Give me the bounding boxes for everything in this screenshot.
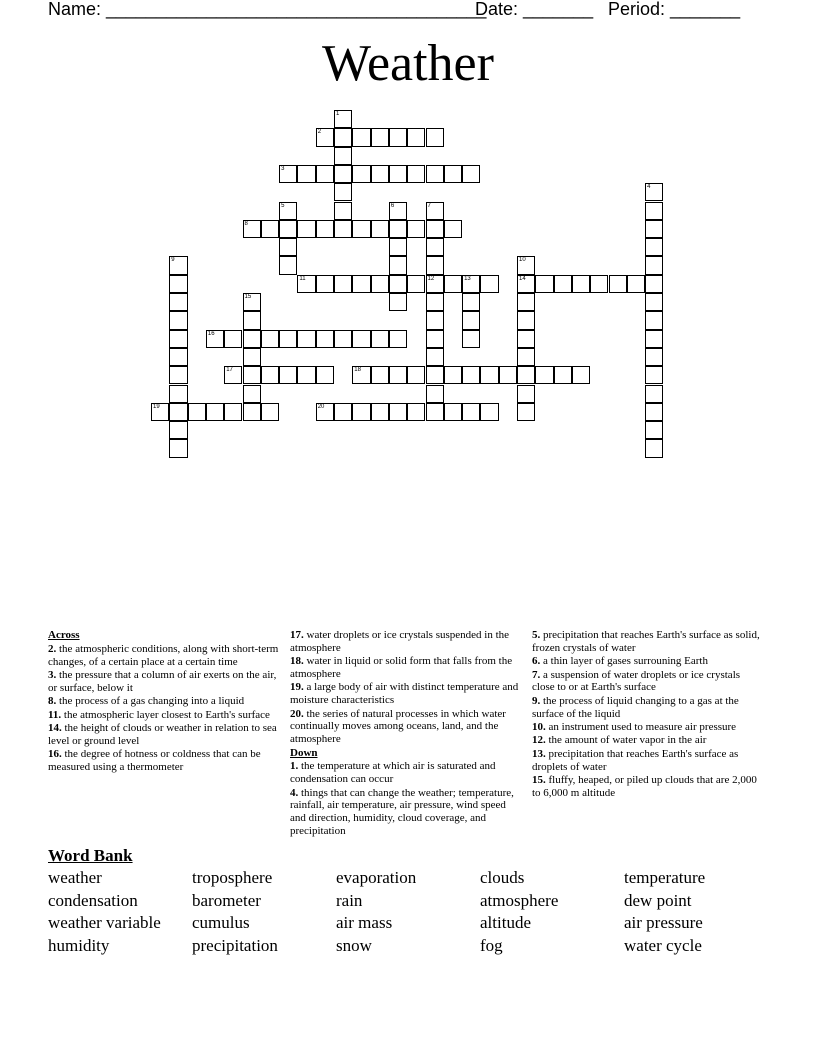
- crossword-cell: [645, 348, 663, 366]
- clue-number: 5: [281, 202, 285, 209]
- word-bank-word: precipitation: [192, 936, 278, 956]
- crossword-cell: [352, 128, 370, 146]
- clue-number: 11: [299, 275, 306, 282]
- across-heading: Across: [48, 629, 80, 641]
- crossword-cell: [389, 220, 407, 238]
- crossword-cell: [279, 330, 297, 348]
- clue-number: 18: [354, 367, 361, 374]
- crossword-cell: [590, 275, 608, 293]
- crossword-cell: [407, 165, 425, 183]
- clue-text: things that can change the weather; temperature, rainfall, air temperature, air pressure, wind speed and direction, humidity, cloud coverage, and precipitation: [290, 786, 514, 837]
- crossword-cell: [426, 311, 444, 329]
- crossword-cell: [224, 330, 242, 348]
- crossword-cell: [444, 165, 462, 183]
- crossword-cell: [645, 385, 663, 403]
- crossword-cell: [426, 385, 444, 403]
- crossword-cell: [279, 165, 297, 183]
- crossword-cell: [352, 220, 370, 238]
- clues-column-3: [532, 629, 764, 800]
- clue-number: 1: [336, 111, 340, 117]
- word-bank-word: cumulus: [192, 913, 250, 933]
- crossword-cell: [462, 165, 480, 183]
- crossword-cell: [517, 256, 535, 274]
- clue-number: 11.: [48, 708, 62, 721]
- clue-text: the temperature at which air is saturated and condensation can occur: [290, 760, 496, 786]
- clue-number: 19.: [290, 681, 304, 694]
- crossword-cell: [371, 330, 389, 348]
- clue-text: a thin layer of gases surrouning Earth: [543, 655, 708, 668]
- crossword-cell: [645, 439, 663, 457]
- word-bank-word: weather: [48, 868, 102, 887]
- crossword-cell: [261, 220, 279, 238]
- word-bank-word: temperature: [624, 868, 706, 887]
- crossword-cell: [169, 311, 187, 329]
- crossword-cell: [371, 403, 389, 421]
- crossword-cell: [371, 220, 389, 238]
- crossword-cell: [169, 385, 187, 403]
- crossword-cell: [517, 293, 535, 311]
- clue-number: 15.: [532, 773, 546, 786]
- crossword-cell: [535, 275, 553, 293]
- crossword-cell: [444, 366, 462, 384]
- word-bank-word: fog: [480, 936, 503, 956]
- crossword-cell: [316, 403, 334, 421]
- crossword-cell: [645, 220, 663, 238]
- crossword-cell: [554, 275, 572, 293]
- across-clue: [48, 748, 280, 774]
- down-clue: [532, 629, 764, 655]
- across-clue: [290, 708, 522, 746]
- down-heading: Down: [290, 746, 318, 759]
- crossword-cell: [169, 348, 187, 366]
- crossword-cell: [206, 330, 224, 348]
- crossword-cell: [371, 128, 389, 146]
- crossword-cell: [243, 385, 261, 403]
- clue-text: a suspension of water droplets or ice crystals close to or at Earth's surface: [532, 668, 741, 694]
- crossword-cell: [169, 275, 187, 293]
- clue-number: 6.: [532, 655, 541, 668]
- clue-number: 15: [244, 294, 252, 300]
- crossword-cell: [426, 366, 444, 384]
- clue-number: 5.: [532, 629, 541, 641]
- crossword-cell: [169, 366, 187, 384]
- page-title: Weather: [322, 35, 494, 92]
- crossword-cell: [169, 403, 187, 421]
- word-bank-word: evaporation: [336, 868, 417, 887]
- across-clue: [290, 629, 522, 655]
- crossword-cell: [297, 275, 315, 293]
- down-clue: [290, 760, 522, 786]
- crossword-cell: [389, 403, 407, 421]
- clue-text: the process of a gas changing into a liquid: [59, 695, 245, 708]
- crossword-cell: [169, 256, 187, 274]
- clue-number: 7: [427, 202, 431, 209]
- clue-number: 12: [427, 275, 435, 282]
- clue-number: 10: [519, 257, 526, 264]
- crossword-cell: [389, 366, 407, 384]
- crossword-cell: [371, 275, 389, 293]
- clues-column-2: [290, 629, 522, 838]
- crossword-cell: [572, 366, 590, 384]
- word-bank-word: clouds: [480, 868, 525, 887]
- word-bank-word: air pressure: [624, 913, 703, 933]
- crossword-cell: [517, 366, 535, 384]
- clue-text: the degree of hotness or coldness that can be measured using a thermometer: [48, 748, 261, 773]
- crossword-cell: [243, 348, 261, 366]
- clue-text: an instrument used to measure air pressure: [548, 720, 737, 733]
- down-clue: [532, 669, 764, 695]
- crossword-cell: [645, 293, 663, 311]
- crossword-cell: [462, 311, 480, 329]
- crossword-cell: [407, 220, 425, 238]
- crossword-cell: [334, 403, 352, 421]
- crossword-cell: [426, 348, 444, 366]
- crossword-cell: [334, 165, 352, 183]
- period-field-label: Period: _______: [608, 0, 741, 19]
- crossword-cell: [261, 403, 279, 421]
- crossword-cell: [462, 330, 480, 348]
- clue-text: fluffy, heaped, or piled up clouds that are 2,000 to 6,000 m altitude: [532, 773, 757, 799]
- crossword-cell: [389, 128, 407, 146]
- clue-number: 13: [464, 275, 471, 282]
- clue-number: 10.: [532, 720, 546, 733]
- crossword-cell: [645, 330, 663, 348]
- crossword-cell: [297, 220, 315, 238]
- crossword-cell: [279, 238, 297, 256]
- crossword-cell: [462, 275, 480, 293]
- crossword-cell: [535, 366, 553, 384]
- crossword-cell: [279, 366, 297, 384]
- clue-number: 3.: [48, 668, 57, 681]
- down-clue: [532, 695, 764, 721]
- crossword-cell: [389, 165, 407, 183]
- crossword-cell: [316, 165, 334, 183]
- clue-number: 9: [171, 257, 175, 264]
- crossword-cell: [352, 275, 370, 293]
- crossword-cell: [316, 128, 334, 146]
- crossword-cell: [627, 275, 645, 293]
- crossword-cell: [609, 275, 627, 293]
- crossword-cell: [645, 403, 663, 421]
- crossword-cell: [407, 403, 425, 421]
- word-bank-title: Word Bank: [48, 846, 133, 865]
- crossword-cell: [517, 348, 535, 366]
- clue-number: 4: [647, 184, 651, 191]
- crossword-cell: [389, 330, 407, 348]
- clue-number: 6: [390, 202, 395, 209]
- crossword-cell: [426, 238, 444, 256]
- clue-number: 20: [317, 403, 325, 410]
- down-clue: [532, 774, 764, 800]
- clue-number: 2.: [48, 642, 57, 655]
- across-clue: [48, 669, 280, 695]
- across-clue: [290, 655, 522, 681]
- name-field-label: Name: ______________________________________: [48, 0, 487, 19]
- clue-text: a large body of air with distinct temperature and moisture characteristics: [290, 681, 519, 707]
- crossword-cell: [334, 330, 352, 348]
- down-clue: [532, 748, 764, 774]
- crossword-cell: [645, 366, 663, 384]
- clue-number: 20.: [290, 707, 304, 720]
- word-bank-word: atmosphere: [480, 890, 559, 910]
- crossword-cell: [645, 311, 663, 329]
- word-bank-word: altitude: [480, 913, 531, 933]
- crossword-cell: [645, 256, 663, 274]
- crossword-cell: [480, 403, 498, 421]
- crossword-cell: [645, 202, 663, 220]
- clue-text: the process of liquid changing to a gas at the surface of the liquid: [532, 694, 739, 720]
- clue-text: the amount of water vapor in the air: [548, 734, 707, 747]
- down-clue: [532, 734, 764, 747]
- crossword-cell: [499, 366, 517, 384]
- clue-number: 8: [244, 220, 248, 227]
- crossword-cell: [517, 330, 535, 348]
- crossword-cell: [407, 128, 425, 146]
- crossword-cell: [645, 275, 663, 293]
- crossword-cell: [297, 165, 315, 183]
- crossword-cell: [334, 202, 352, 220]
- crossword-cell: [297, 366, 315, 384]
- crossword-cell: [426, 220, 444, 238]
- clue-text: the atmospheric conditions, along with short-term changes, of a certain place at a certain time: [48, 642, 279, 668]
- down-clue: [532, 655, 764, 668]
- clue-number: 7.: [532, 668, 541, 681]
- crossword-cell: [444, 220, 462, 238]
- crossword-cell: [334, 110, 352, 128]
- crossword-cell: [407, 366, 425, 384]
- crossword-cell: [334, 220, 352, 238]
- clue-number: 3: [281, 165, 285, 172]
- crossword-cell: [462, 366, 480, 384]
- crossword-cell: [480, 275, 498, 293]
- crossword-cell: [279, 256, 297, 274]
- crossword-cell: [334, 183, 352, 201]
- crossword-cell: [188, 403, 206, 421]
- crossword-cell: [645, 183, 663, 201]
- crossword-cell: [426, 293, 444, 311]
- clue-number: 19: [153, 403, 160, 410]
- crossword-cell: [426, 202, 444, 220]
- clue-text: the atmospheric layer closest to Earth's surface: [63, 708, 270, 721]
- clue-number: 1.: [290, 760, 299, 773]
- crossword-cell: [371, 165, 389, 183]
- crossword-cell: [426, 256, 444, 274]
- crossword-cell: [389, 275, 407, 293]
- crossword-cell: [352, 330, 370, 348]
- crossword-cell: [426, 128, 444, 146]
- word-bank-word: water cycle: [624, 936, 702, 956]
- across-clue: [48, 709, 280, 722]
- clue-number: 14.: [48, 721, 62, 734]
- crossword-cell: [316, 220, 334, 238]
- crossword-cell: [334, 147, 352, 165]
- word-bank-word: air mass: [336, 913, 393, 933]
- across-clue: [48, 695, 280, 708]
- crossword-cell: [243, 293, 261, 311]
- clues-column-1: [48, 629, 280, 774]
- down-clue: [290, 787, 522, 838]
- clue-number: 4.: [290, 786, 299, 799]
- crossword-cell: [297, 330, 315, 348]
- crossword-cell: [389, 238, 407, 256]
- across-clue: [290, 681, 522, 707]
- word-bank-word: rain: [336, 890, 363, 910]
- crossword-cell: [352, 403, 370, 421]
- crossword-cell: [554, 366, 572, 384]
- across-clue: [48, 722, 280, 748]
- clue-text: precipitation that reaches Earth's surface as droplets of water: [532, 747, 739, 773]
- clue-number: 2: [317, 129, 322, 136]
- crossword-cell: [426, 403, 444, 421]
- crossword-cell: [243, 220, 261, 238]
- crossword-cell: [206, 403, 224, 421]
- crossword-cell: [426, 330, 444, 348]
- clue-number: 17: [226, 367, 233, 374]
- crossword-cell: [224, 403, 242, 421]
- crossword-cell: [169, 421, 187, 439]
- crossword-cell: [462, 403, 480, 421]
- crossword-cell: [462, 293, 480, 311]
- clue-number: 9.: [532, 694, 541, 707]
- crossword-cell: [261, 330, 279, 348]
- crossword-cell: [243, 366, 261, 384]
- clue-number: 13.: [532, 747, 546, 760]
- crossword-cell: [517, 385, 535, 403]
- crossword-cell: [517, 403, 535, 421]
- crossword-cell: [243, 330, 261, 348]
- crossword-cell: [334, 275, 352, 293]
- crossword-cell: [426, 165, 444, 183]
- crossword-cell: [517, 275, 535, 293]
- crossword-cell: [243, 403, 261, 421]
- crossword-grid: [0, 0, 816, 470]
- down-clue: [532, 721, 764, 734]
- crossword-cell: [389, 256, 407, 274]
- crossword-cell: [279, 220, 297, 238]
- crossword-cell: [169, 293, 187, 311]
- across-clue: [48, 643, 280, 669]
- crossword-cell: [389, 202, 407, 220]
- crossword-cell: [480, 366, 498, 384]
- clue-number: 8.: [48, 695, 57, 708]
- crossword-cell: [371, 366, 389, 384]
- crossword-cell: [316, 275, 334, 293]
- crossword-cell: [426, 275, 444, 293]
- word-bank-word: dew point: [624, 890, 692, 910]
- crossword-cell: [444, 275, 462, 293]
- clue-text: the height of clouds or weather in relation to sea level or ground level: [48, 721, 277, 747]
- crossword-cell: [444, 403, 462, 421]
- word-bank-word: snow: [336, 936, 372, 956]
- clue-number: 17.: [290, 629, 304, 641]
- clue-number: 16.: [48, 748, 62, 761]
- clue-number: 14: [519, 275, 526, 282]
- crossword-cell: [151, 403, 169, 421]
- crossword-cell: [334, 128, 352, 146]
- clue-text: the pressure that a column of air exerts on the air, or surface, below it: [48, 668, 277, 694]
- crossword-cell: [407, 275, 425, 293]
- crossword-cell: [261, 366, 279, 384]
- word-bank-word: troposphere: [192, 868, 273, 887]
- crossword-cell: [316, 366, 334, 384]
- clue-text: the series of natural processes in which water continually moves among oceans, land, and the atmosphere: [290, 707, 506, 746]
- crossword-cell: [243, 311, 261, 329]
- clue-number: 12.: [532, 734, 546, 747]
- word-bank-word: humidity: [48, 936, 110, 956]
- crossword-cell: [645, 238, 663, 256]
- crossword-cell: [352, 165, 370, 183]
- clue-number: 18.: [290, 655, 304, 668]
- word-bank-word: weather variable: [48, 913, 161, 933]
- crossword-cell: [645, 421, 663, 439]
- word-bank-word: condensation: [48, 890, 138, 910]
- clue-text: precipitation that reaches Earth's surface as solid, frozen crystals of water: [532, 629, 760, 654]
- crossword-cell: [352, 366, 370, 384]
- clue-text: water droplets or ice crystals suspended in the atmosphere: [290, 629, 510, 654]
- date-field-label: Date: _______: [475, 0, 594, 19]
- crossword-cell: [389, 293, 407, 311]
- crossword-cell: [572, 275, 590, 293]
- crossword-cell: [316, 330, 334, 348]
- crossword-cell: [517, 311, 535, 329]
- clue-number: 16: [207, 330, 215, 337]
- word-bank-word: barometer: [192, 890, 261, 910]
- crossword-cell: [169, 439, 187, 457]
- crossword-cell: [224, 366, 242, 384]
- crossword-cell: [169, 330, 187, 348]
- clue-text: water in liquid or solid form that falls from the atmosphere: [290, 655, 513, 680]
- crossword-cell: [279, 202, 297, 220]
